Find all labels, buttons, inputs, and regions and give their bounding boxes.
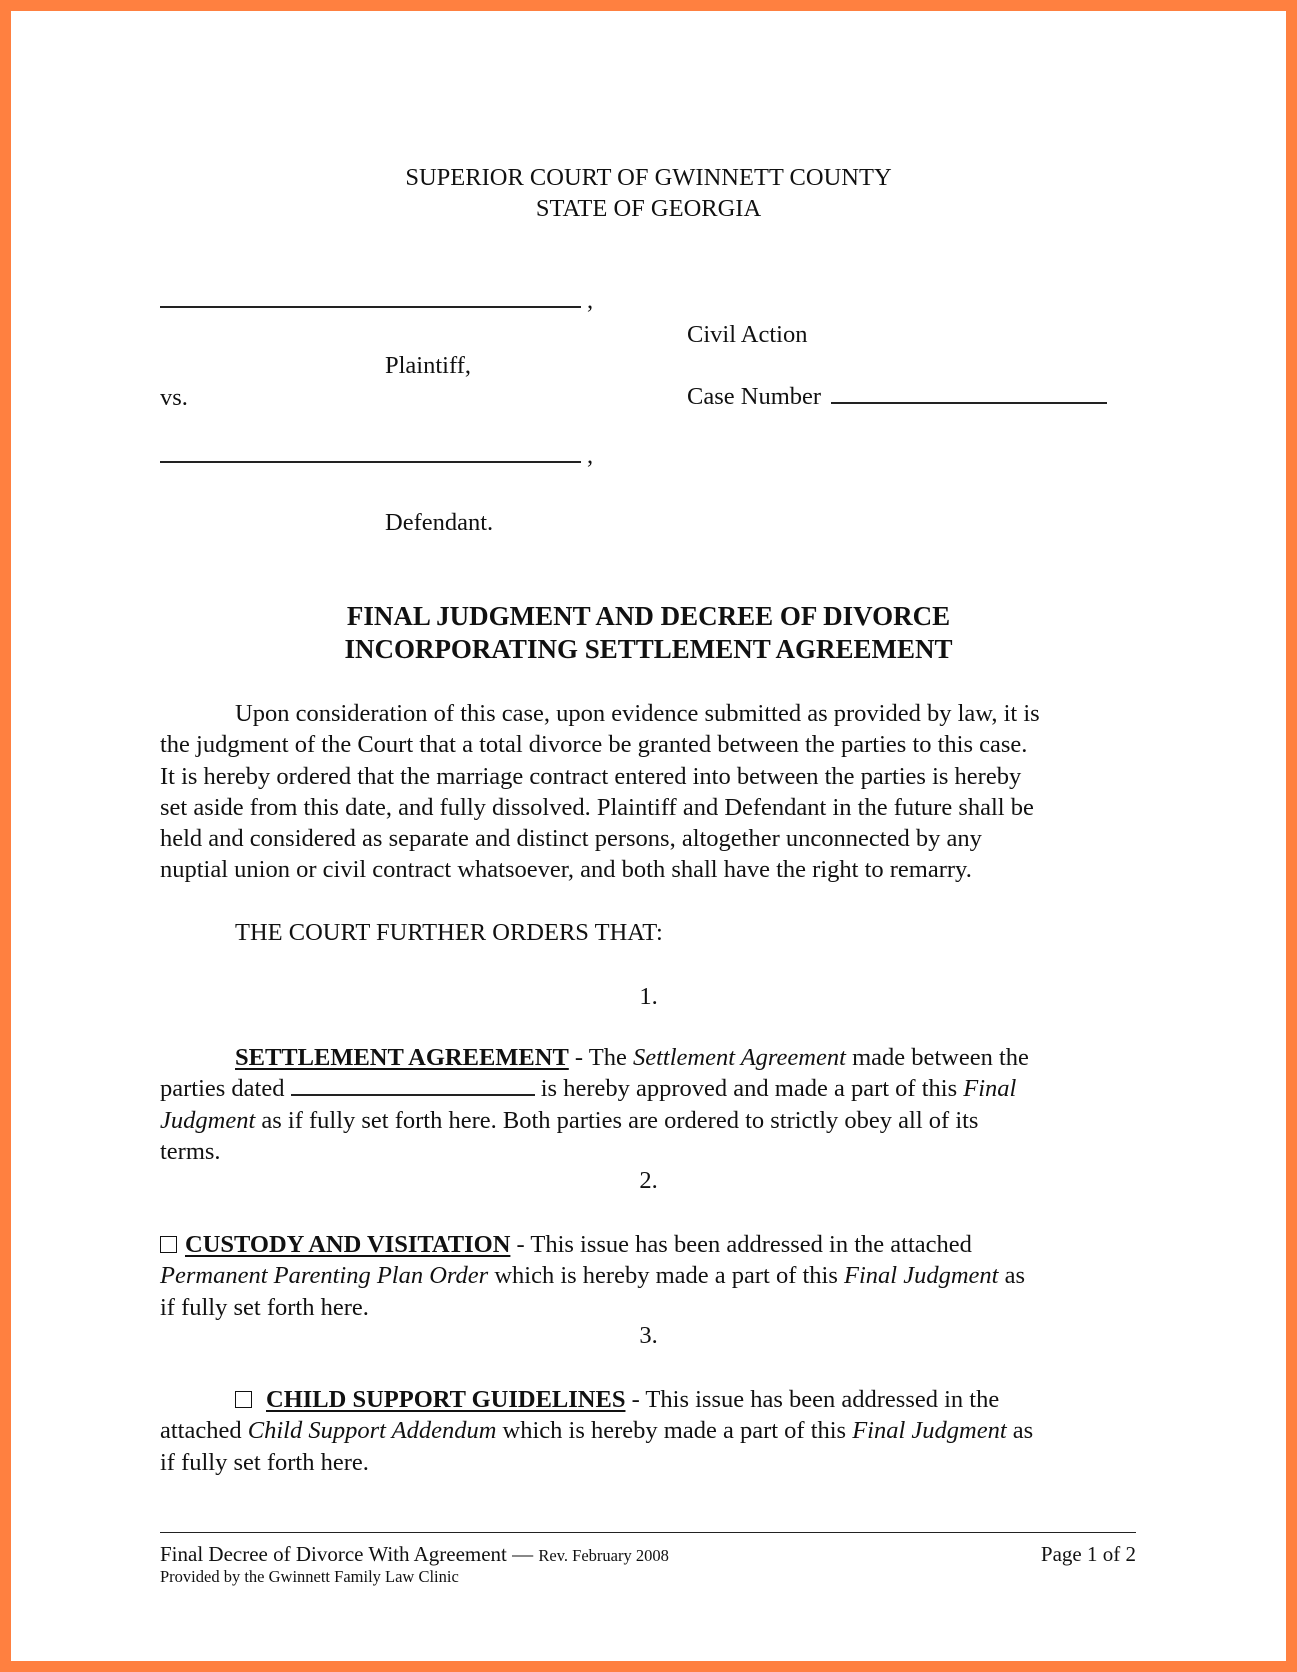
defendant-label: Defendant. <box>385 509 494 536</box>
section-heading: SETTLEMENT AGREEMENT <box>235 1044 569 1071</box>
section-settlement-agreement <box>160 1042 1150 1167</box>
child-support-checkbox[interactable] <box>235 1391 252 1408</box>
dash: — <box>506 1542 539 1566</box>
court-name: SUPERIOR COURT OF GWINNETT COUNTY <box>405 164 892 191</box>
text: which is hereby made a part of this <box>488 1262 845 1290</box>
section-number-3: 3. <box>639 1322 658 1349</box>
comma: , <box>587 442 594 469</box>
paragraph-line: It is hereby ordered that the marriage contract entered into between the parties is hereby <box>160 762 1022 790</box>
paragraph-line: set aside from this date, and fully dissolved. Plaintiff and Defendant in the future shall be <box>160 793 1034 821</box>
document-page <box>11 11 1286 1661</box>
text: if fully set forth here. <box>160 1448 369 1476</box>
vs-label: vs. <box>160 384 188 411</box>
paragraph-line: Upon consideration of this case, upon evidence submitted as provided by law, it is <box>235 700 1040 727</box>
revision-date: Rev. February 2008 <box>538 1546 669 1565</box>
text: parties dated <box>160 1075 291 1103</box>
defendant-name-field[interactable] <box>160 444 593 469</box>
italic-text: Settlement Agreement <box>632 1044 846 1071</box>
plaintiff-label: Plaintiff, <box>385 352 471 379</box>
text: is hereby approved and made a part of this <box>534 1075 964 1103</box>
text: terms. <box>160 1137 221 1165</box>
agreement-date-blank[interactable] <box>291 1094 535 1096</box>
text: - This issue has been addressed in the attached <box>510 1231 972 1258</box>
page-indicator: Page 1 of 2 <box>1040 1542 1136 1566</box>
text: which is hereby made a part of this <box>496 1417 853 1445</box>
italic-text: Final Judgment <box>844 1262 999 1290</box>
text: - This issue has been addressed in the <box>625 1386 1000 1413</box>
section-number-2: 2. <box>639 1167 658 1194</box>
text: as if fully set forth here. Both parties are ordered to strictly obey all of its <box>255 1106 979 1134</box>
italic-text: Final <box>963 1075 1017 1103</box>
text: attached <box>160 1417 248 1445</box>
text: - The <box>568 1044 633 1071</box>
defendant-name-blank[interactable] <box>160 461 581 463</box>
comma: , <box>587 287 594 314</box>
italic-text: Child Support Addendum <box>247 1417 497 1445</box>
italic-text: Permanent Parenting Plan Order <box>160 1262 489 1290</box>
civil-action-label: Civil Action <box>687 321 808 348</box>
document-title-line2: INCORPORATING SETTLEMENT AGREEMENT <box>344 634 953 664</box>
footer-divider <box>160 1532 1136 1533</box>
section-custody-visitation <box>160 1229 1150 1323</box>
document-title-line1: FINAL JUDGMENT AND DECREE OF DIVORCE <box>346 601 951 631</box>
paragraph-line: held and considered as separate and distinct persons, altogether unconnected by any <box>160 825 982 853</box>
italic-text: Final Judgment <box>852 1417 1007 1445</box>
plaintiff-name-blank[interactable] <box>160 306 581 308</box>
italic-text: Judgment <box>160 1106 256 1134</box>
section-number-1: 1. <box>639 983 658 1010</box>
section-heading: CHILD SUPPORT GUIDELINES <box>266 1386 626 1413</box>
plaintiff-name-field[interactable] <box>160 289 593 314</box>
case-number-label: Case Number <box>687 383 822 410</box>
section-child-support <box>160 1384 1150 1478</box>
paragraph-line: the judgment of the Court that a total divorce be granted between the parties to this case. <box>160 731 1028 759</box>
text: made between the <box>845 1044 1029 1071</box>
section-heading: CUSTODY AND VISITATION <box>185 1231 511 1258</box>
text: if fully set forth here. <box>160 1293 369 1321</box>
intro-paragraph <box>160 698 1150 886</box>
footer-form-title <box>160 1544 669 1565</box>
paragraph-line: nuptial union or civil contract whatsoever, and both shall have the right to remarry. <box>160 856 972 884</box>
form-title: Final Decree of Divorce With Agreement <box>160 1542 507 1566</box>
court-state: STATE OF GEORGIA <box>535 195 762 222</box>
case-number-field[interactable] <box>687 385 1107 410</box>
case-number-blank[interactable] <box>831 402 1107 404</box>
footer-provided-by: Provided by the Gwinnett Family Law Clinic <box>160 1567 459 1586</box>
orders-heading: THE COURT FURTHER ORDERS THAT: <box>235 919 663 946</box>
custody-checkbox[interactable] <box>160 1236 177 1253</box>
text: as <box>998 1262 1026 1290</box>
text: as <box>1006 1417 1034 1445</box>
